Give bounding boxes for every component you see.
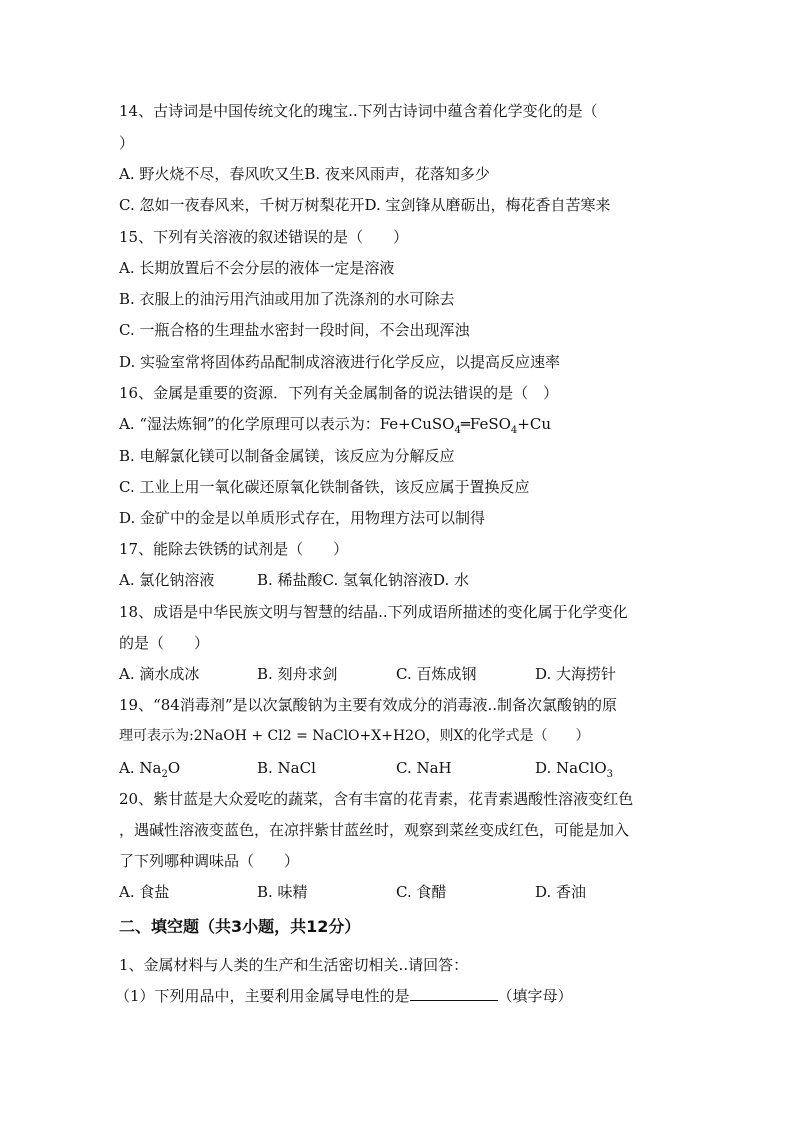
- q20-stem-line1: 20、紫甘蓝是大众爱吃的蔬菜，含有丰富的花青素，花青素遇酸性溶液变红色: [119, 790, 634, 808]
- q18-option-d: D. 大海捞针: [535, 665, 617, 683]
- q19-d-prefix: D. NaClO: [535, 759, 607, 777]
- q18-option-c: C. 百炼成钢: [396, 665, 477, 683]
- q16-option-c: C. 工业上用一氧化碳还原氧化铁制备铁，该反应属于置换反应: [119, 478, 530, 496]
- q16-a-mid: ═FeSO: [460, 415, 511, 433]
- q19-a-sub: 2: [161, 769, 168, 780]
- answer-blank[interactable]: [410, 986, 498, 1001]
- q17-options: [119, 570, 469, 590]
- q14-options-cd: C. 忽如一夜春风来，千树万树梨花开D. 宝剑锋从磨砺出，梅花香自苦寒来: [119, 196, 611, 214]
- q19-d-sub: 3: [606, 769, 614, 780]
- q19-stem-line1: 19、“84消毒剂”是以次氯酸钠为主要有效成分的消毒液..制备次氯酸钠的原: [119, 696, 618, 714]
- q18-options: [119, 664, 616, 684]
- q14-options-ab: A. 野火烧不尽，春风吹又生B. 夜来风雨声，花落知多少: [119, 165, 490, 183]
- q19-a-prefix: A. Na: [119, 759, 162, 777]
- fill-q1-part1-suffix: （填字母）: [497, 987, 573, 1005]
- q16-a-sub2: 4: [510, 425, 518, 436]
- section-heading: 二、填空题（共3小题，共12分）: [119, 917, 361, 936]
- q17-options-bcd: B. 稀盐酸C. 氢氧化钠溶液D. 水: [257, 571, 470, 589]
- q15-option-b: B. 衣服上的油污用汽油或用加了洗涤剂的水可除去: [119, 290, 455, 308]
- q15-option-a: A. 长期放置后不会分层的液体一定是溶液: [119, 259, 395, 277]
- q20-stem-line2: ，遇碱性溶液变蓝色，在凉拌紫甘蓝丝时，观察到菜丝变成红色，可能是加入: [119, 821, 630, 839]
- q15-option-c: C. 一瓶合格的生理盐水密封一段时间，不会出现浑浊: [119, 321, 470, 339]
- q18-stem-line1: 18、成语是中华民族文明与智慧的结晶..下列成语所描述的变化属于化学变化: [119, 603, 628, 621]
- q16-option-b: B. 电解氯化镁可以制备金属镁，该反应为分解反应: [119, 447, 455, 465]
- fill-q1-part1-prefix: （1）下列用品中，主要利用金属导电性的是: [115, 987, 410, 1005]
- q19-stem-line2: 理可表示为:2NaOH + Cl2 = NaClO+X+H2O，则X的化学式是（ ）: [119, 728, 590, 744]
- q16-a-prefix: A. “湿法炼铜”的化学原理可以表示为：Fe+CuSO: [119, 415, 455, 433]
- q16-option-d: D. 金矿中的金是以单质形式存在，用物理方法可以制得: [119, 509, 486, 527]
- q16-a-suffix: +Cu: [517, 415, 551, 433]
- q18-option-b: B. 刻舟求剑: [257, 665, 338, 683]
- q19-options: [119, 758, 613, 778]
- q16-a-sub1: 4: [454, 425, 461, 436]
- q18-stem-line2: 的是（ ）: [119, 634, 210, 652]
- fill-q1-stem: 1、金属材料与人类的生产和生活密切相关..请回答：: [119, 956, 469, 974]
- q16-option-a: [119, 414, 551, 434]
- q20-option-a: A. 食盐: [119, 883, 170, 901]
- q19-option-a: [119, 758, 257, 778]
- q14-stem-line2: ）: [119, 134, 135, 152]
- q15-stem: 15、下列有关溶液的叙述错误的是（ ）: [119, 228, 409, 246]
- q14-stem-line1: 14、古诗词是中国传统文化的瑰宝..下列古诗词中蕴含着化学变化的是（: [119, 102, 598, 120]
- q20-options: [119, 882, 586, 902]
- q19-option-b: B. NaCl: [257, 759, 316, 777]
- fill-q1-part1: [115, 986, 573, 1006]
- q20-option-c: C. 食醋: [396, 883, 447, 901]
- q19-a-suffix: O: [167, 759, 181, 777]
- q17-option-a: A. 氯化钠溶液: [119, 571, 215, 589]
- q20-option-d: D. 香油: [535, 883, 587, 901]
- q18-option-a: A. 滴水成冰: [119, 665, 200, 683]
- q20-option-b: B. 味精: [257, 883, 308, 901]
- q20-stem-line3: 了下列哪种调味品（ ）: [119, 852, 300, 870]
- q19-option-d: [535, 758, 613, 778]
- q19-option-c: C. NaH: [396, 759, 452, 777]
- q16-stem: 16、金属是重要的资源．下列有关金属制备的说法错误的是（ ）: [119, 384, 559, 402]
- q17-stem: 17、能除去铁锈的试剂是（ ）: [119, 540, 349, 558]
- q15-option-d: D. 实验室常将固体药品配制成溶液进行化学反应，以提高反应速率: [119, 353, 561, 371]
